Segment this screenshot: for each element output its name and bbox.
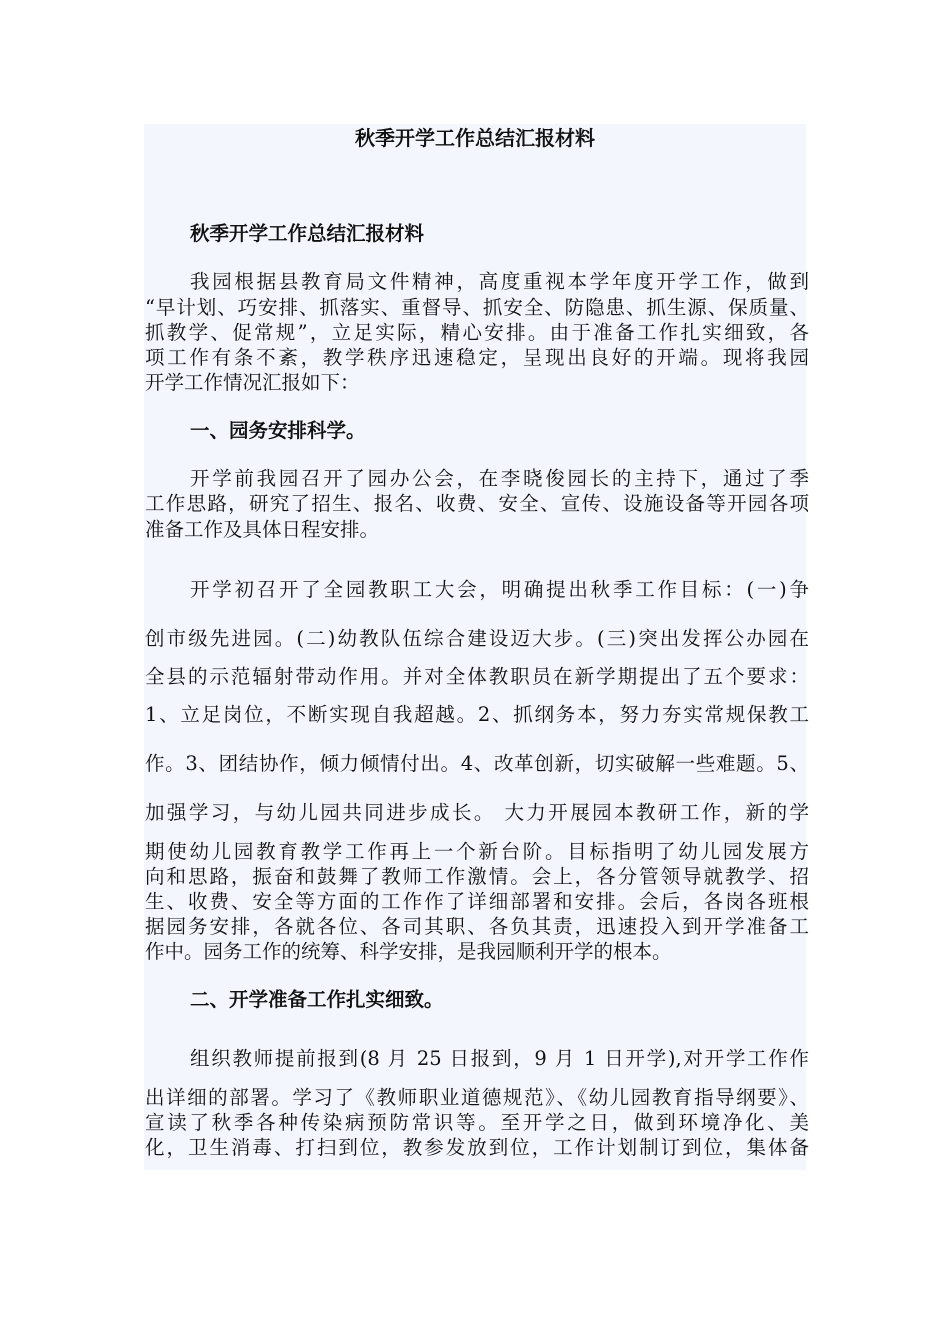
- paragraph-line: 创市级先进园。(二)幼教队伍综合建设迈大步。(三)突出发挥公办园在: [145, 627, 809, 650]
- paragraph-line: 我园根据县教育局文件精神，高度重视本学年度开学工作，做到: [190, 270, 809, 293]
- paragraph-line: 组织教师提前报到(8 月 25 日报到，9 月 1 日开学),对开学工作作: [190, 1047, 809, 1070]
- paragraph-line: 开学工作情况汇报如下：: [145, 371, 360, 394]
- section-heading-main: 秋季开学工作总结汇报材料: [190, 222, 425, 245]
- paragraph-line: 抓教学、促常规”，立足实际，精心安排。由于准备工作扎实细致，各: [145, 321, 809, 344]
- section-heading: 一、园务安排科学。: [190, 419, 366, 442]
- paragraph-line: 据园务安排，各就各位、各司其职、各负其责，迅速投入到开学准备工: [145, 915, 809, 938]
- paragraph-line: “早计划、巧安排、抓落实、重督导、抓安全、防隐患、抓生源、保质量、: [145, 296, 809, 319]
- paragraph-line: 期使幼儿园教育教学工作再上一个新台阶。目标指明了幼儿园发展方: [145, 840, 809, 863]
- paragraph-line: 化，卫生消毒、打扫到位，教参发放到位，工作计划制订到位，集体备: [145, 1136, 809, 1159]
- paragraph-line: 工作思路，研究了招生、报名、收费、安全、宣传、设施设备等开园各项: [145, 492, 809, 515]
- paragraph-line: 全县的示范辐射带动作用。并对全体教职员在新学期提出了五个要求：: [145, 665, 809, 688]
- paragraph-line: 1、立足岗位，不断实现自我超越。2、抓纲务本，努力夯实常规保教工: [145, 703, 809, 726]
- paragraph-line: 准备工作及具体日程安排。: [145, 518, 380, 541]
- paragraph-line: 开学初召开了全园教职工大会，明确提出秋季工作目标：(一)争: [190, 578, 809, 601]
- paragraph-line: 作中。园务工作的统筹、科学安排，是我园顺利开学的根本。: [145, 940, 672, 963]
- paragraph-line: 向和思路，振奋和鼓舞了教师工作激情。会上，各分管领导就教学、招: [145, 865, 809, 888]
- paragraph-line: 加强学习，与幼儿园共同进步成长。 大力开展园本教研工作，新的学: [145, 801, 809, 824]
- paragraph-line: 项工作有条不紊，教学秩序迅速稳定，呈现出良好的开端。现将我园: [145, 346, 809, 369]
- section-heading: 二、开学准备工作扎实细致。: [190, 988, 444, 1011]
- paragraph-line: 生、收费、安全等方面的工作作了详细部署和安排。会后，各岗各班根: [145, 890, 809, 913]
- paragraph-line: 作。3、团结协作，倾力倾情付出。4、改革创新，切实破解一些难题。5、: [145, 752, 809, 775]
- paragraph-line: 宣读了秋季各种传染病预防常识等。至开学之日，做到环境净化、美: [145, 1111, 809, 1134]
- paragraph-line: 出详细的部署。学习了《教师职业道德规范》、《幼儿园教育指导纲要》、: [145, 1086, 809, 1109]
- paragraph-line: 开学前我园召开了园办公会，在李晓俊园长的主持下，通过了季: [190, 467, 809, 490]
- document-title: 秋季开学工作总结汇报材料: [355, 126, 595, 150]
